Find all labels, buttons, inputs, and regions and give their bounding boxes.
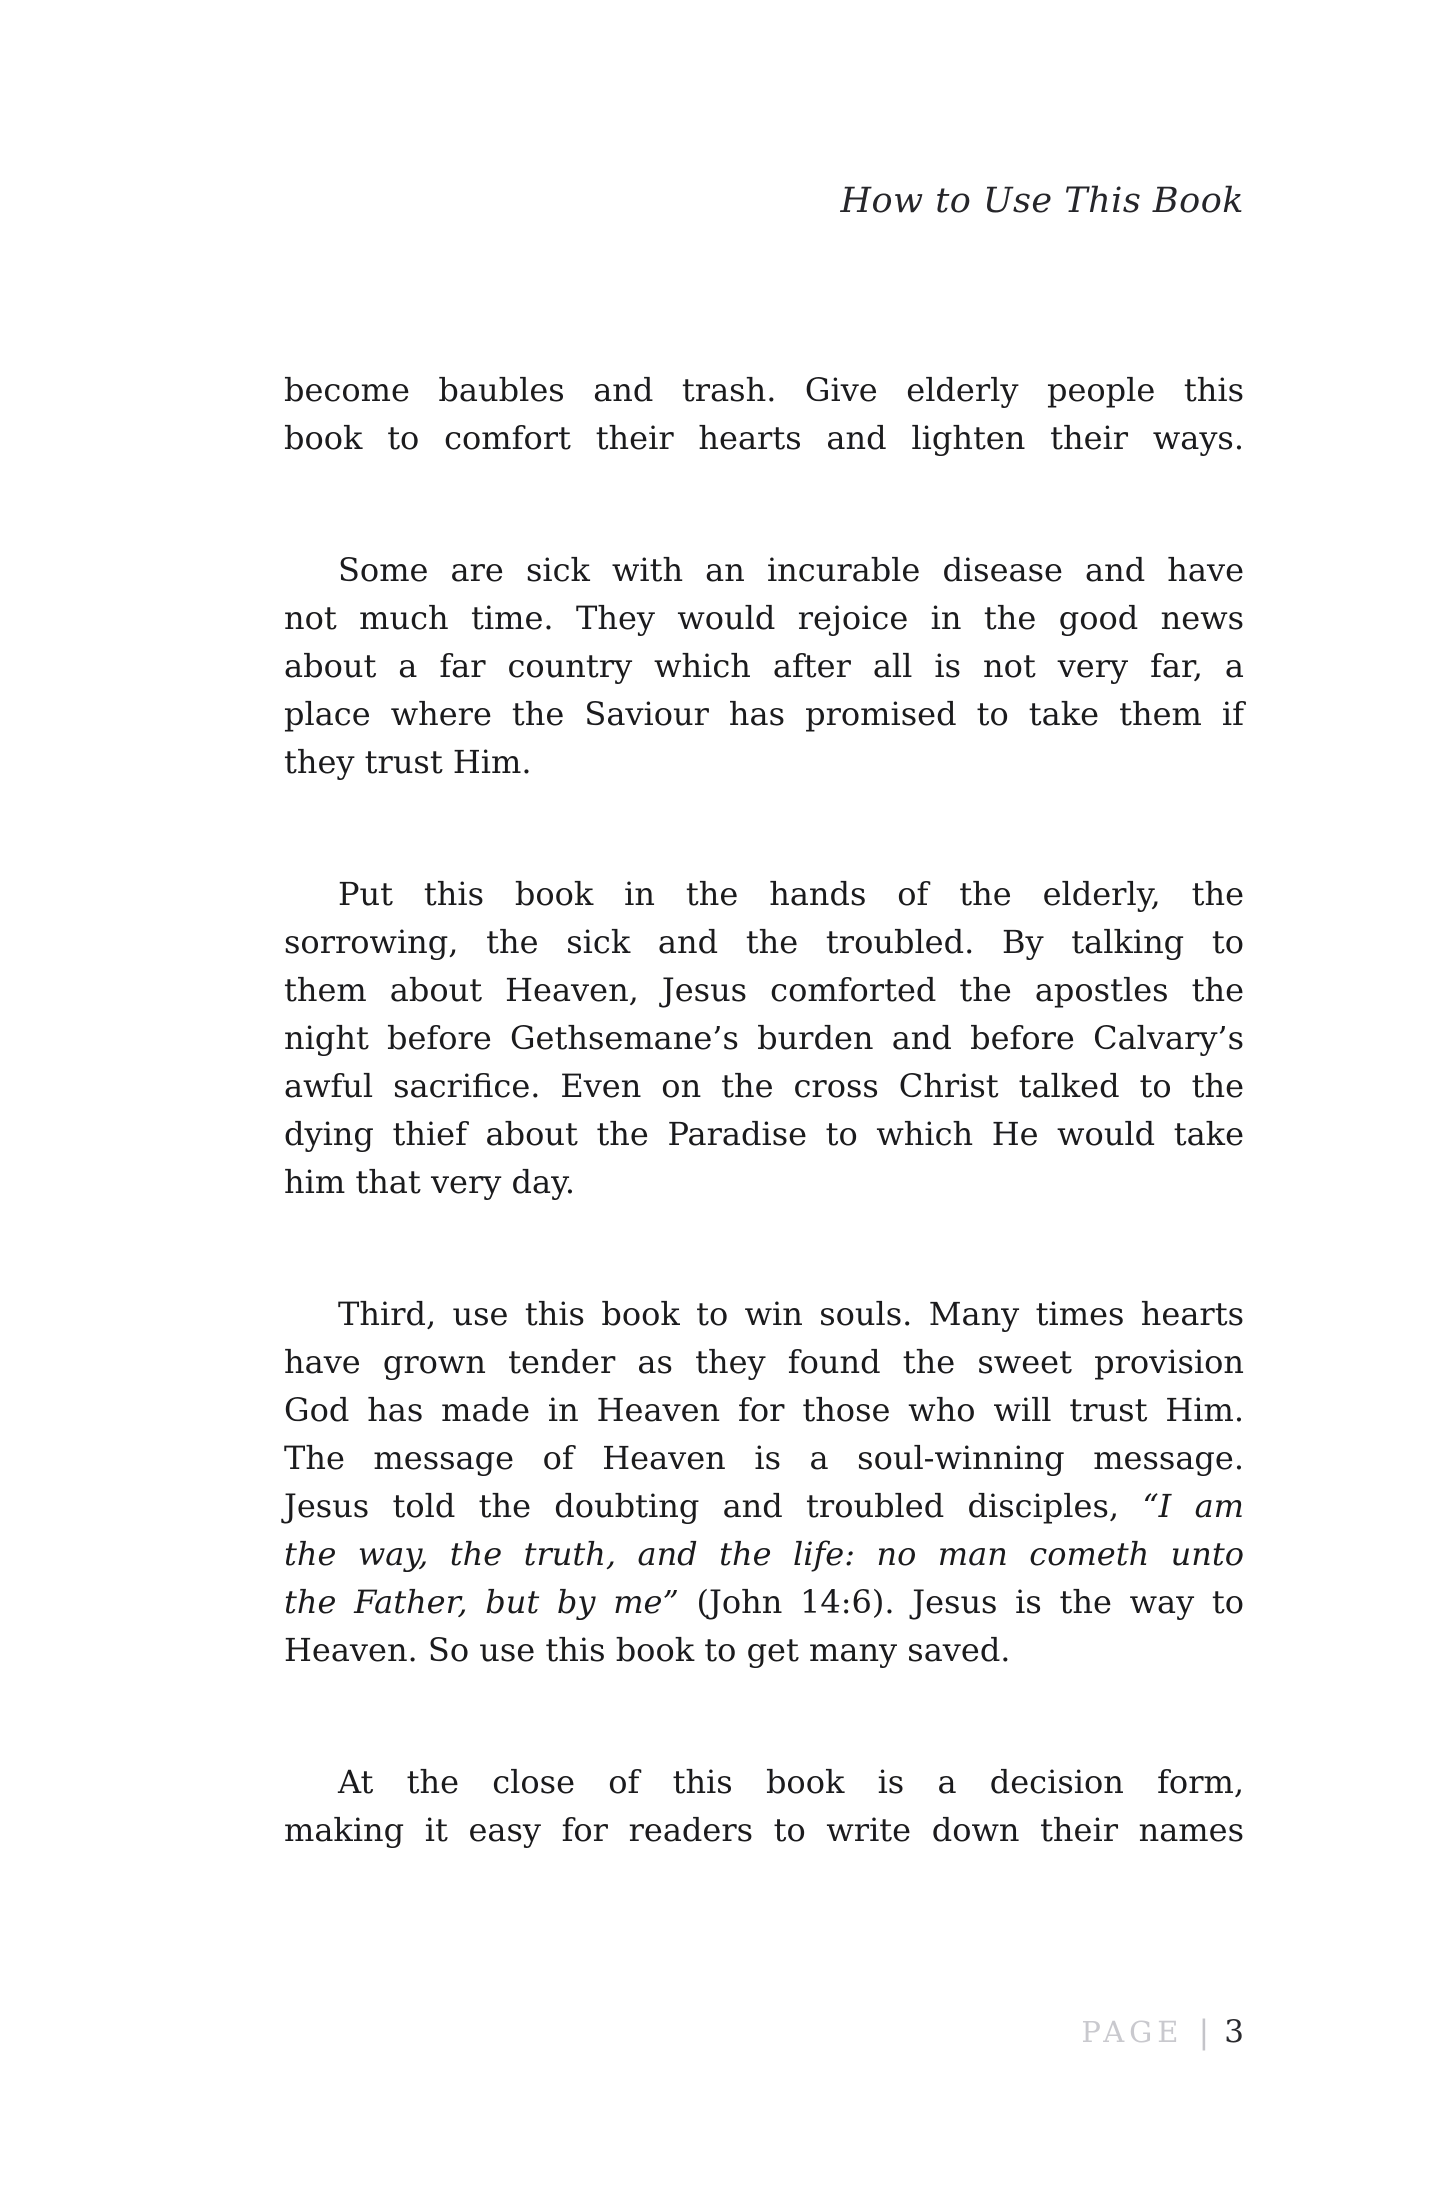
text-segment: Some are sick with an incurable disease and have [338,551,1244,589]
text-segment: sorrowing, the sick and the troubled. By talking to [284,923,1244,961]
text-line [284,1758,1244,1806]
text-segment: awful sacrifice. Even on the cross Christ talked to the [284,1067,1244,1105]
text-line [284,1290,1244,1338]
text-segment: book to comfort their hearts and lighten their ways. [284,419,1244,457]
text-segment: they trust Him. [284,743,532,781]
scripture-quote-segment: the Father, but by me” [284,1583,679,1621]
text-segment: (John 14:6). Jesus is the way to [678,1583,1245,1621]
text-segment: making it easy for readers to write down their names [284,1811,1244,1849]
text-line [284,1158,1244,1206]
text-line [284,546,1244,594]
text-segment: not much time. They would rejoice in the good news [284,599,1244,637]
footer-separator: | [1198,2013,1210,2051]
text-segment: have grown tender as they found the sweet provision [284,1343,1244,1381]
text-segment: him that very day. [284,1163,576,1201]
body-text [284,366,1244,1854]
text-segment: them about Heaven, Jesus comforted the apostles the [284,971,1244,1009]
text-segment: At the close of this book is a decision form, [338,1763,1244,1801]
text-segment: God has made in Heaven for those who will trust Him. [284,1391,1244,1429]
text-line [284,918,1244,966]
text-segment: Third, use this book to win souls. Many times hearts [338,1295,1244,1333]
scripture-quote-segment: the way, the truth, and the life: no man cometh unto [284,1535,1244,1573]
page-footer [284,2013,1244,2051]
paragraph [284,1290,1244,1674]
paragraph [284,366,1244,462]
text-line [284,1578,1244,1626]
text-line [284,366,1244,414]
running-header [284,181,1244,221]
scripture-quote-segment: “I am [1142,1487,1245,1525]
text-line [284,1482,1244,1530]
text-segment: The message of Heaven is a soul-winning message. [284,1439,1244,1477]
text-line [284,1338,1244,1386]
text-line [284,642,1244,690]
text-segment: become baubles and trash. Give elderly people this [284,371,1244,409]
paragraph [284,546,1244,786]
text-segment: about a far country which after all is not very far, a [284,647,1244,685]
page-number: 3 [1224,2013,1244,2050]
text-line [284,870,1244,918]
text-line [284,1806,1244,1854]
text-segment: dying thief about the Paradise to which He would take [284,1115,1244,1153]
text-line [284,1626,1244,1674]
text-segment: night before Gethsemane’s burden and before Calvary’s [284,1019,1244,1057]
text-line [284,594,1244,642]
page-label: PAGE [1081,2014,1184,2049]
text-line [284,1530,1244,1578]
text-segment: Jesus told the doubting and troubled disciples, [284,1487,1143,1525]
text-line [284,1434,1244,1482]
text-line [284,1062,1244,1110]
text-line [284,1386,1244,1434]
paragraph [284,1758,1244,1854]
text-line [284,1110,1244,1158]
text-segment: Put this book in the hands of the elderly, the [338,875,1244,913]
text-segment: place where the Saviour has promised to take them if [284,695,1244,733]
text-line [284,1014,1244,1062]
text-line [284,690,1244,738]
paragraph [284,870,1244,1206]
text-segment: Heaven. So use this book to get many saved. [284,1631,1011,1669]
text-line [284,966,1244,1014]
running-header-title: How to Use This Book [840,181,1244,221]
text-line [284,414,1244,462]
text-line [284,738,1244,786]
